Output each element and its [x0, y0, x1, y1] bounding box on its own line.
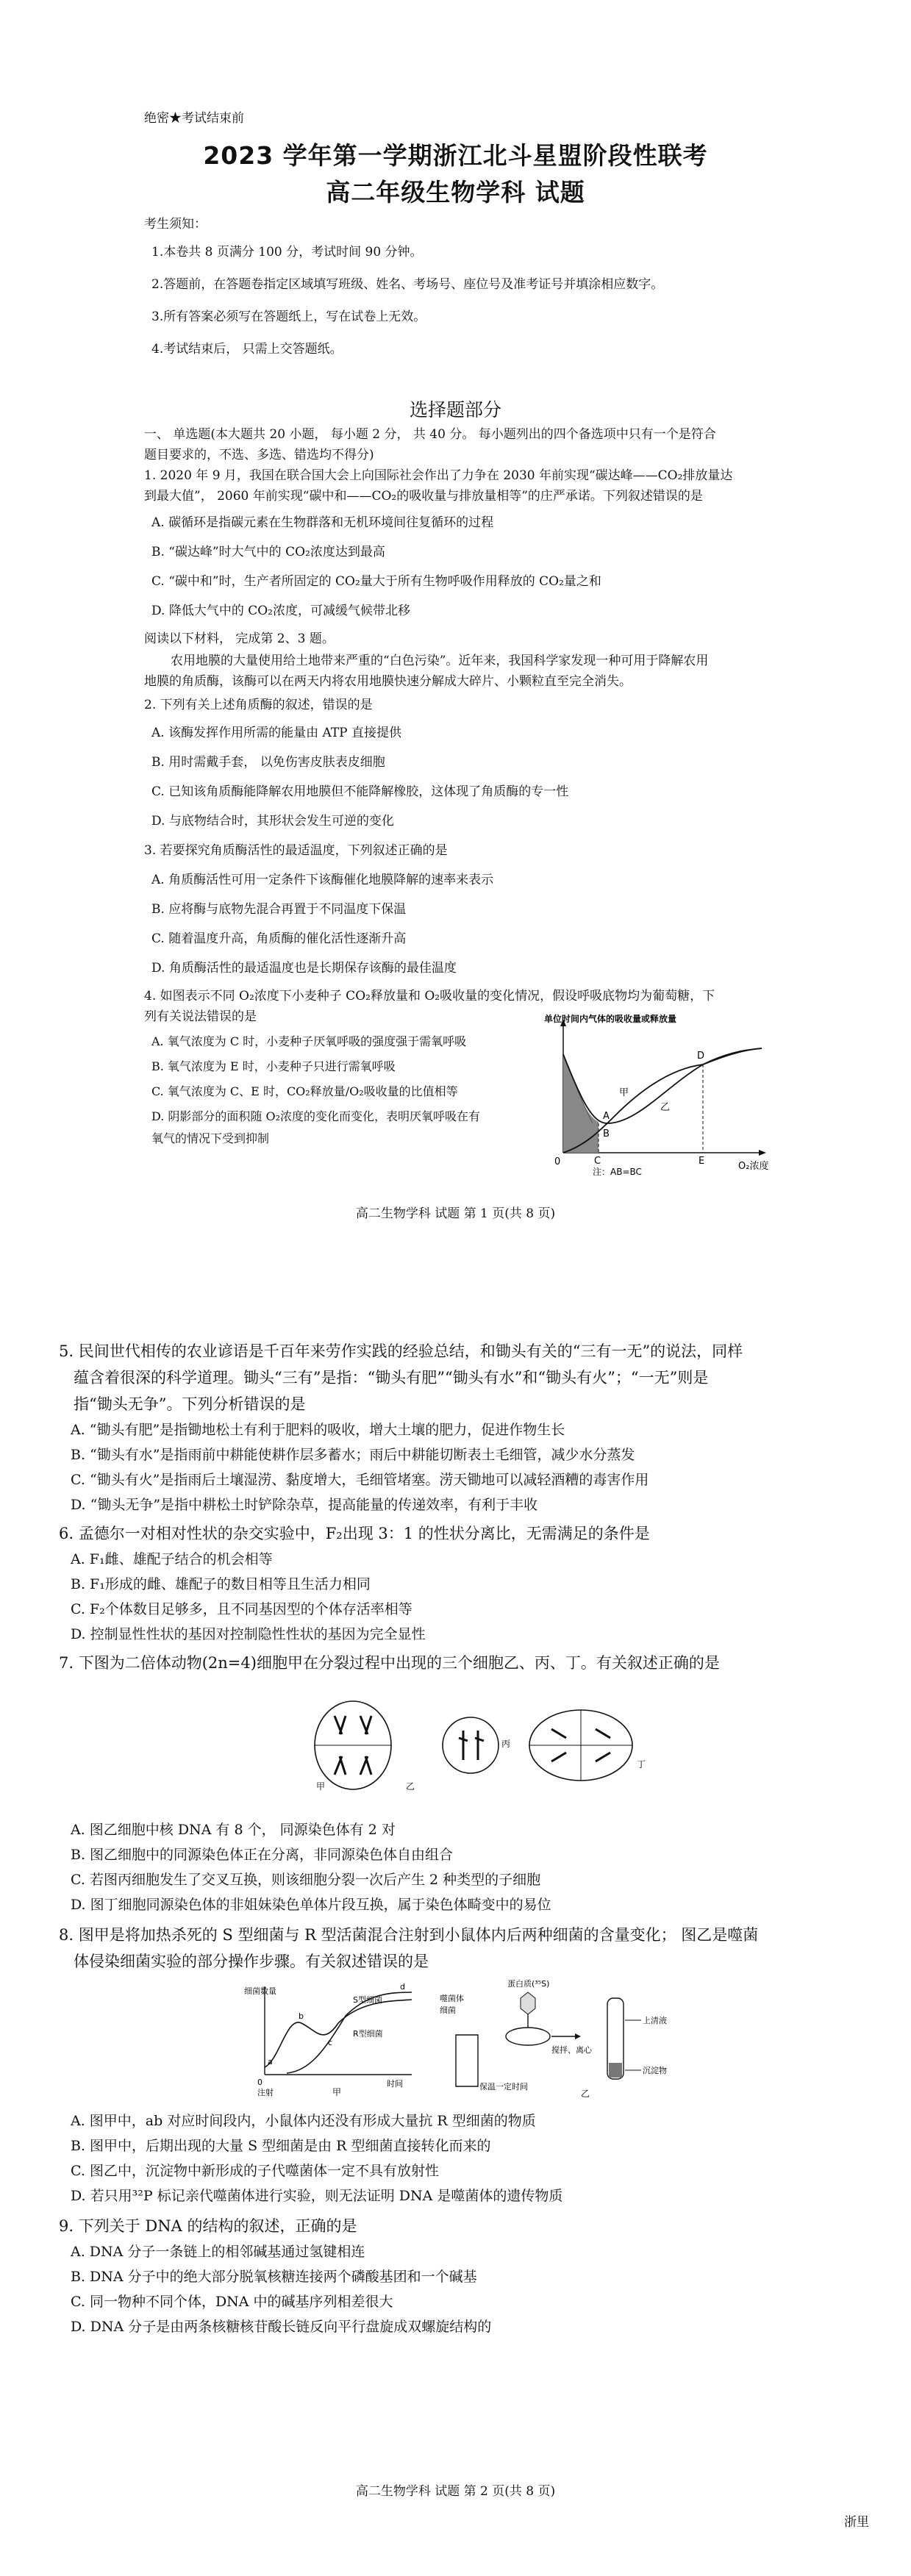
q7-stem: 7. 下图为二倍体动物(2n=4)细胞甲在分裂过程中出现的三个细胞乙、丙、丁。有关叙述正确的是 [59, 1654, 720, 1672]
q6-option: C. F₂个体数目足够多，且不同基因型的个体存活率相等 [71, 1601, 412, 1617]
q5-option: C. “锄头有火”是指雨后土壤湿涝、黏度增大，毛细管堵塞。涝天锄地可以减轻酒糟的毒害作用 [71, 1472, 649, 1488]
q8-option: C. 图乙中，沉淀物中新形成的子代噬菌体一定不具有放射性 [71, 2163, 439, 2179]
x-axis-arrow [759, 1150, 766, 1156]
reading-intro: 阅读以下材料， 完成第 2、3 题。 [144, 632, 335, 646]
q8-stem: 体侵染细菌实验的部分操作步骤。有关叙述错误的是 [74, 1953, 429, 1970]
notice-item: 3.所有答案必须写在答题纸上，写在试卷上无效。 [151, 310, 426, 324]
q6-option: A. F₁雌、雄配子结合的机会相等 [71, 1551, 273, 1567]
point-d: d [400, 1982, 405, 1992]
q7-option: B. 图乙细胞中的同源染色体正在分离，非同源染色体自由组合 [71, 1847, 454, 1863]
q8-option: A. 图甲中，ab 对应时间段内，小鼠体内还没有形成大量抗 R 型细菌的物质 [71, 2113, 536, 2129]
q9-stem: 9. 下列关于 DNA 的结构的叙述，正确的是 [59, 2217, 357, 2235]
q4-stem: 4. 如图表示不同 O₂浓度下小麦种子 CO₂释放量和 O₂吸收量的变化情况，假设呼吸底物均为葡萄糖，下 [144, 989, 715, 1003]
exam-subtitle: 高二年级生物学科 试题 [326, 178, 585, 207]
q4-respiration-chart [541, 1013, 776, 1176]
step-arrow-head [575, 2033, 581, 2039]
q7-option: C. 若图丙细胞发生了交叉互换，则该细胞分裂一次后产生 2 种类型的子细胞 [71, 1872, 541, 1888]
q6-stem: 6. 孟德尔一对相对性状的杂交实验中，F₂出现 3：1 的性状分离比，无需满足的条件是 [59, 1525, 650, 1542]
q7-option: A. 图乙细胞中核 DNA 有 8 个， 同源染色体有 2 对 [71, 1822, 396, 1838]
q1-option: C. “碳中和”时，生产者所固定的 CO₂量大于所有生物呼吸作用释放的 CO₂量之和 [151, 574, 601, 589]
q3-stem: 3. 若要探究角质酶活性的最适温度，下列叙述正确的是 [144, 843, 448, 858]
q1-stem: 1. 2020 年 9 月，我国在联合国大会上向国际社会作出了力争在 2030 年前实现“碳达峰——CO₂排放量达 [144, 468, 733, 483]
cell-jia-label: 甲 [316, 1781, 326, 1792]
page-1-footer: 高二生物学科 试题 第 1 页(共 8 页) [355, 1206, 556, 1221]
curve-label-yi: 乙 [660, 1102, 671, 1113]
q2-option: C. 已知该角质酶能降解农用地膜但不能降解橡胶，这体现了角质酶的专一性 [151, 784, 569, 799]
q7-option: D. 图丁细胞同源染色体的非姐妹染色单体片段互换，属于染色体畸变中的易位 [71, 1897, 551, 1913]
point-b: B [603, 1128, 610, 1139]
sediment-label: 沉淀物 [643, 2066, 667, 2075]
point-b: b [299, 2011, 304, 2021]
caption-jia: 甲 [332, 2087, 342, 2097]
s-curve-label: S型细菌 [353, 1995, 382, 2005]
exam-title: 2023 学年第一学期浙江北斗星盟阶段性联考 [203, 141, 708, 170]
curve-label-jia: 甲 [619, 1087, 629, 1098]
q1-stem: 到最大值”， 2060 年前实现“碳中和——CO₂的吸收量与排放量相等”的庄严承诺。下列叙述错误的是 [144, 489, 703, 504]
q7-cell-figure [309, 1694, 647, 1801]
point-d: D [697, 1051, 705, 1062]
notice-item: 2.答题前，在答题卷指定区域填写班级、姓名、考场号、座位号及准考证号并填涂相应数字。 [151, 277, 664, 292]
cell-bing-chromosomes [459, 1731, 484, 1760]
point-c: c [328, 2038, 333, 2047]
q8-option: D. 若只用³²P 标记亲代噬菌体进行实验，则无法证明 DNA 是噬菌体的遗传物质 [71, 2188, 563, 2204]
chart-note: 注：AB=BC [593, 1167, 642, 1176]
q2-stem: 2. 下列有关上述角质酶的叙述，错误的是 [144, 698, 373, 712]
reading-text: 农用地膜的大量使用给土地带来严重的“白色污染”。近年来，我国科学家发现一种可用于降解农用 [171, 654, 709, 668]
q9-option: B. DNA 分子中的绝大部分脱氧核糖连接两个磷酸基团和一个碱基 [71, 2269, 477, 2285]
q3-option: A. 角质酶活性可用一定条件下该酶催化地膜降解的速率来表示 [151, 873, 494, 887]
cell-ding-label: 丁 [637, 1759, 646, 1770]
x-axis-label: O₂浓度 [738, 1161, 769, 1172]
q4-option: C. 氧气浓度为 C、E 时，CO₂释放量/O₂吸收量的比值相等 [151, 1084, 458, 1098]
step1-label: 保温一定时间 [479, 2082, 528, 2092]
page-2 [0, 1338, 911, 2576]
part-intro: 一、 单选题(本大题共 20 小题， 每小题 2 分， 共 40 分。 每小题列出的四个备选项中只有一个是符合 [144, 427, 716, 442]
notice-item: 1.本卷共 8 页满分 100 分，考试时间 90 分钟。 [151, 245, 423, 260]
q9-option: A. DNA 分子一条链上的相邻碱基通过氢键相连 [71, 2244, 365, 2260]
cell-bing-label: 丙 [501, 1739, 511, 1749]
secret-mark: 绝密★考试结束前 [144, 111, 244, 126]
inject-label: 注射 [257, 2088, 274, 2097]
bacteria-label: 细菌 [440, 2006, 456, 2015]
phage-head [521, 1992, 535, 2014]
protein-label: 蛋白质(³⁵S) [507, 1979, 550, 1989]
q1-option: A. 碳循环是指碳元素在生物群落和无机环境间往复循环的过程 [151, 515, 494, 530]
section-title: 选择题部分 [409, 399, 501, 421]
r-curve-label: R型细菌 [353, 2029, 383, 2039]
q3-option: D. 角质酶活性的最适温度也是长期保存该酶的最佳温度 [151, 961, 457, 976]
step2-label: 搅拌、离心 [551, 2045, 592, 2055]
page-1 [0, 0, 911, 1242]
q1-option: B. “碳达峰”时大气中的 CO₂浓度达到最高 [151, 545, 385, 559]
phage-label: 噬菌体 [440, 1994, 464, 2003]
q8-fig-a [243, 1979, 426, 2097]
q2-option: B. 用时需戴手套， 以免伤害皮肤表皮细胞 [151, 755, 385, 770]
q8-fig-b [434, 1976, 684, 2101]
q4-option: D. 阴影部分的面积随 O₂浓度的变化而变化，表明厌氧呼吸在有 [151, 1109, 481, 1123]
q2-option: D. 与底物结合时，其形状会发生可逆的变化 [151, 814, 394, 829]
q3-option: C. 随着温度升高，角质酶的催化活性逐渐升高 [151, 931, 407, 946]
point-a: a [268, 2057, 273, 2067]
flask [456, 2035, 478, 2086]
q4-option: A. 氧气浓度为 C 时，小麦种子厌氧呼吸的强度强于需氧呼吸 [151, 1034, 467, 1048]
cell-bing [443, 1717, 499, 1773]
q6-option: D. 控制显性性状的基因对控制隐性性状的基因为完全显性 [71, 1626, 426, 1642]
q4-option: 氧气的情况下受到抑制 [151, 1131, 270, 1145]
q2-option: A. 该酶发挥作用所需的能量由 ATP 直接提供 [151, 726, 402, 740]
q6-option: B. F₁形成的雌、雄配子的数目相等且生活力相同 [71, 1576, 371, 1592]
q5-stem: 蕴含着很深的科学道理。锄头“三有”是指：“锄头有肥”“锄头有水”和“锄头有火”；“一无”则是 [74, 1369, 709, 1387]
q3-option: B. 应将酶与底物先混合再置于不同温度下保温 [151, 902, 407, 917]
caption-yi: 乙 [581, 2089, 590, 2099]
corner-mark: 浙里 [844, 2515, 869, 2530]
y-axis-label: 单位时间内气体的吸收量或释放量 [544, 1014, 677, 1024]
notice-item: 4.考试结束后， 只需上交答题纸。 [151, 342, 343, 357]
sediment-fill [609, 2063, 622, 2078]
q8-stem: 8. 图甲是将加热杀死的 S 型细菌与 R 型活菌混合注射到小鼠体内后两种细菌的含量变化； 图乙是噬菌 [59, 1926, 759, 1944]
y-label: 细菌数量 [244, 1986, 276, 1996]
part-intro: 题目要求的，不选、多选、错选均不得分) [144, 448, 374, 462]
origin-label: 0 [554, 1156, 561, 1167]
q9-option: C. 同一物种不同个体，DNA 中的碱基序列相差很大 [71, 2294, 393, 2310]
q9-option: D. DNA 分子是由两条核糖核苷酸长链反向平行盘旋成双螺旋结构的 [71, 2319, 492, 2335]
q5-option: B. “锄头有水”是指雨前中耕能使耕作层多蓄水；雨后中耕能切断表土毛细管，减少水分蒸发 [71, 1447, 635, 1463]
q1-option: D. 降低大气中的 CO₂浓度，可减缓气候带北移 [151, 604, 410, 618]
notice-heading: 考生须知： [144, 217, 207, 232]
bacterium [506, 2028, 550, 2045]
point-e: E [699, 1156, 705, 1167]
q4-stem: 列有关说法错误的是 [144, 1009, 257, 1024]
point-a: A [603, 1111, 610, 1122]
q5-option: D. “锄头无争”是指中耕松土时铲除杂草，提高能量的传递效率，有利于丰收 [71, 1497, 538, 1513]
s-curve [287, 1992, 412, 2073]
cell-yi-label: 乙 [406, 1781, 415, 1792]
page-2-footer: 高二生物学科 试题 第 2 页(共 8 页) [355, 2484, 556, 2499]
q8-option: B. 图甲中，后期出现的大量 S 型细菌是由 R 型细菌直接转化而来的 [71, 2138, 491, 2154]
q5-stem: 指“锄头无争”。下列分析错误的是 [74, 1395, 306, 1413]
supernatant-label: 上清液 [643, 2016, 667, 2025]
q5-stem: 5. 民间世代相传的农业谚语是千百年来劳作实践的经验总结，和锄头有关的“三有一无”的说法，同样 [59, 1342, 743, 1360]
q4-option: B. 氧气浓度为 E 时，小麦种子只进行需氧呼吸 [151, 1059, 396, 1073]
origin-label: 0 [257, 2078, 262, 2087]
point-c: C [594, 1156, 601, 1167]
r-curve [265, 2000, 412, 2067]
x-label: 时间 [387, 2079, 403, 2089]
reading-text: 地膜的角质酶，该酶可以在两天内将农用地膜快速分解成大碎片、小颗粒直至完全消失。 [144, 674, 632, 689]
q5-option: A. “锄头有肥”是指锄地松土有利于肥料的吸收，增大土壤的肥力，促进作物生长 [71, 1422, 565, 1438]
